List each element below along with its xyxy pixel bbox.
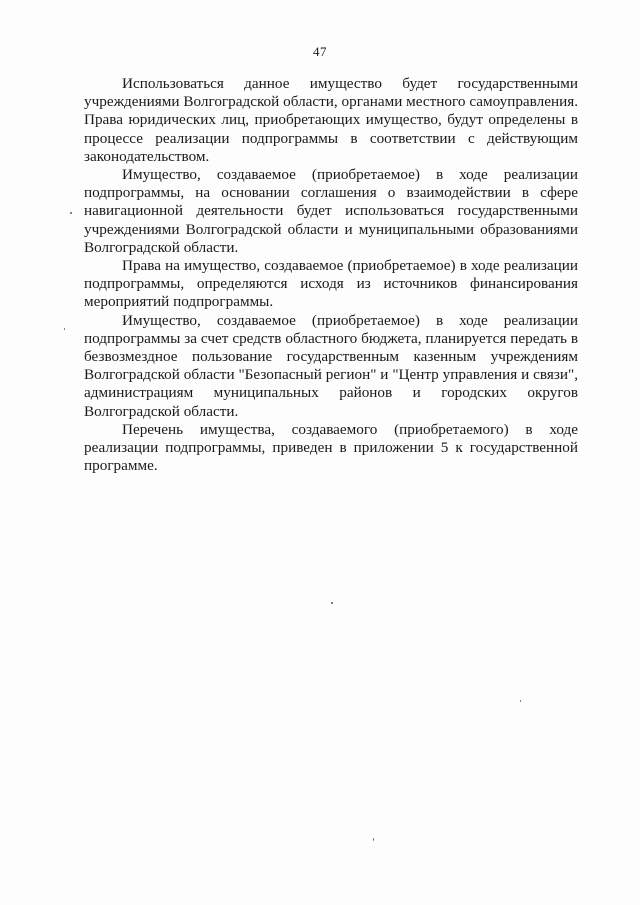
scan-speck [331,602,333,604]
paragraph-3: Права на имущество, создаваемое (приобретаемое) в ходе реализации подпрограммы, определяются исходя из источников финансирования мероприятий подпрограммы. [84,257,578,311]
document-body [84,75,578,475]
scan-speck [64,328,65,330]
scan-speck [373,838,374,841]
paragraph-2: Имущество, создаваемое (приобретаемое) в ходе реализации подпрограммы, на основании соглашения о взаимодействии в сфере навигационной деятельности будет использоваться государственными учреждениями Волгоградской области и муниципальными образованиями Волгоградской области. [84,166,578,256]
paragraph-5: Перечень имущества, создаваемого (приобретаемого) в ходе реализации подпрограммы, приведен в приложении 5 к государственной программе. [84,420,578,475]
page-number: 47 [313,44,327,59]
paragraph-4: Имущество, создаваемое (приобретаемое) в ходе реализации подпрограммы за счет средств областного бюджета, планируется передать в безвозмездное пользование государственным казенным учреждениям Волгоградской области "Безопасный регион" и "Центр управления и связи", администрациям муниципальных районов и городских округов Волгоградской области. [84,311,578,420]
scan-speck [70,212,72,214]
scan-speck [520,700,521,702]
paragraph-1: Использоваться данное имущество будет государственными учреждениями Волгоградской области, органами местного самоуправления. Права юридических лиц, приобретающих имущество, будут определены в процессе реализации подпрограммы в соответствии с действующим законодательством. [84,75,578,165]
